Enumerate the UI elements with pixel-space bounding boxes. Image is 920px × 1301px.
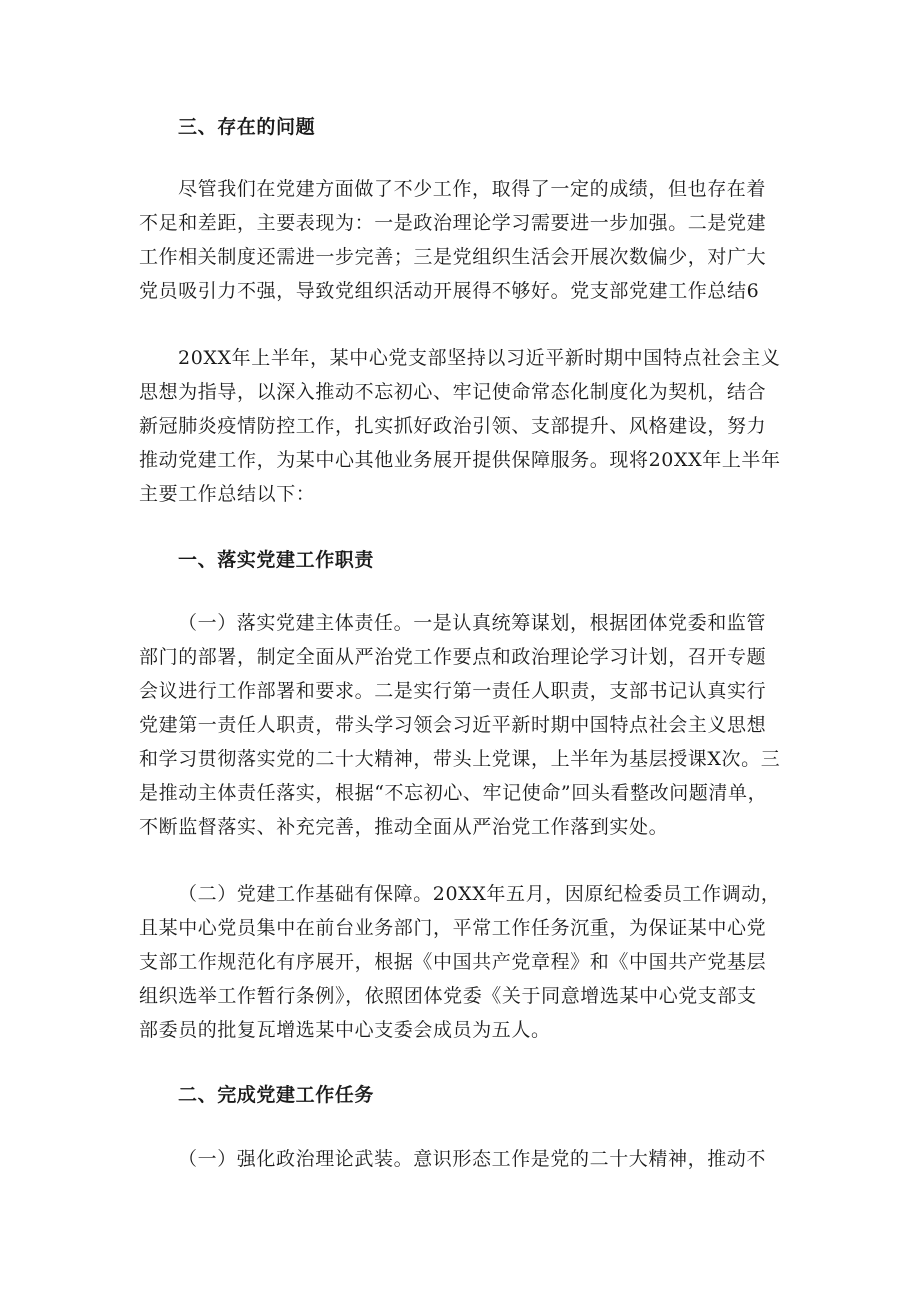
paragraph-line: 推动党建工作，为某中心其他业务展开提供保障服务。现将20XX年上半年 xyxy=(139,449,781,471)
sub3-paragraph xyxy=(139,1142,766,1176)
sub1-paragraph xyxy=(139,606,780,844)
section2-heading: 二、完成党建工作任务 xyxy=(178,1084,375,1106)
paragraph-line: 20XX年上半年，某中心党支部坚持以习近平新时期中国特点社会主义 xyxy=(178,347,781,369)
paragraph-line: 会议进行工作部署和要求。二是实行第一责任人职责，支部书记认真实行 xyxy=(139,680,767,702)
paragraph-line: 部门的部署，制定全面从严治党工作要点和政治理论学习计划，召开专题 xyxy=(139,646,767,668)
intro-paragraph xyxy=(139,341,781,511)
paragraph-line: 且某中心党员集中在前台业务部门，平常工作任务沉重，为保证某中心党 xyxy=(139,917,767,939)
paragraph-line: （一）落实党建主体责任。一是认真统筹谋划，根据团体党委和监管 xyxy=(178,612,767,634)
paragraph-line: 主要工作总结以下： xyxy=(139,483,316,505)
section1-heading: 一、落实党建工作职责 xyxy=(178,549,375,571)
paragraph-line: 部委员的批复瓦增选某中心支委会成员为五人。 xyxy=(139,1019,551,1041)
problems-paragraph xyxy=(139,172,766,308)
paragraph-line: （一）强化政治理论武装。意识形态工作是党的二十大精神，推动不 xyxy=(178,1148,767,1170)
paragraph-line: 工作相关制度还需进一步完善；三是党组织生活会开展次数偏少，对广大 xyxy=(139,246,767,268)
section3-heading: 三、存在的问题 xyxy=(178,116,316,138)
paragraph-line: 和学习贯彻落实党的二十大精神，带头上党课，上半年为基层授课X次。三 xyxy=(139,748,781,770)
paragraph-line: 不足和差距，主要表现为：一是政治理论学习需要进一步加强。二是党建 xyxy=(139,212,767,234)
paragraph-line: 不断监督落实、补充完善，推动全面从严治党工作落到实处。 xyxy=(139,816,669,838)
sub2-paragraph xyxy=(139,877,780,1047)
paragraph-line: 是推动主体责任落实，根据“不忘初心、牢记使命”回头看整改问题清单， xyxy=(139,782,768,804)
paragraph-line: 党员吸引力不强，导致党组织活动开展得不够好。党支部党建工作总结6 xyxy=(139,280,760,302)
paragraph-line: （二）党建工作基础有保障。20XX年五月，因原纪检委员工作调动， xyxy=(178,883,781,905)
paragraph-line: 思想为指导，以深入推动不忘初心、牢记使命常态化制度化为契机，结合 xyxy=(139,381,767,403)
paragraph-line: 党建第一责任人职责，带头学习领会习近平新时期中国特点社会主义思想 xyxy=(139,714,767,736)
paragraph-line: 新冠肺炎疫情防控工作，扎实抓好政治引领、支部提升、风格建设，努力 xyxy=(139,415,767,437)
paragraph-line: 组织选举工作暂行条例》，依照团体党委《关于同意增选某中心党支部支 xyxy=(139,985,757,1007)
paragraph-line: 尽管我们在党建方面做了不少工作，取得了一定的成绩，但也存在着 xyxy=(178,178,767,200)
paragraph-line: 支部工作规范化有序展开，根据《中国共产党章程》和《中国共产党基层 xyxy=(139,951,767,973)
